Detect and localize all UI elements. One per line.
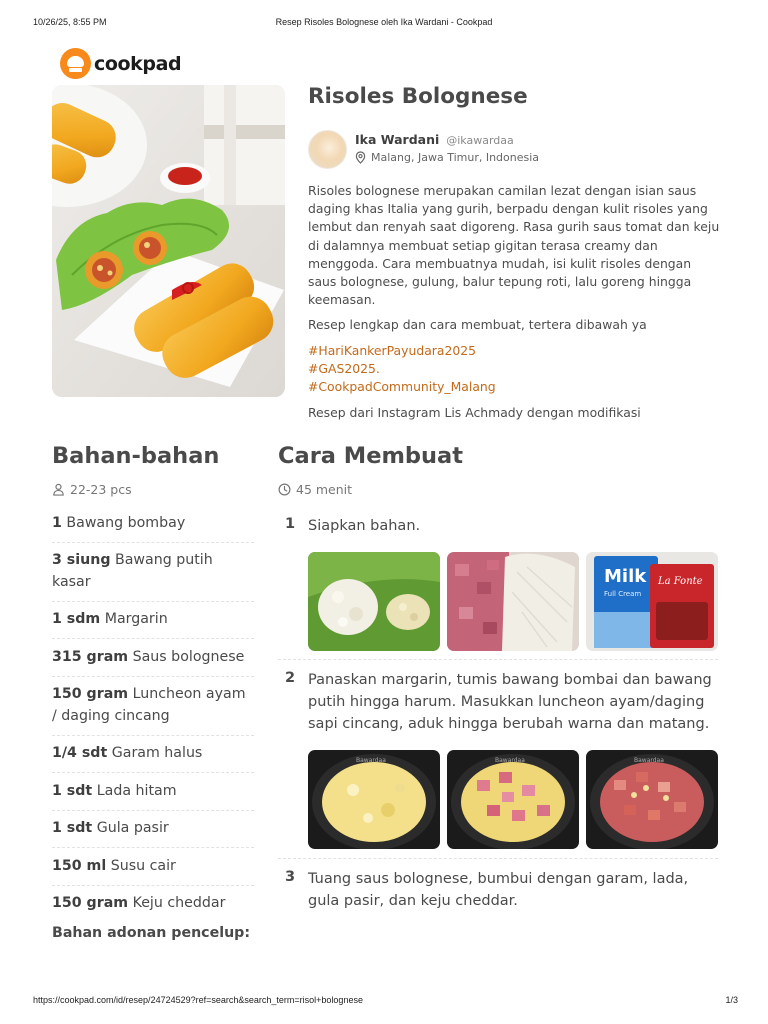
print-url: https://cookpad.com/id/resep/24724529?ref=search&search_term=risol+bolognese	[33, 995, 363, 1005]
map-pin-icon	[355, 151, 366, 164]
step-number: 1	[285, 516, 296, 532]
step-photo[interactable]	[586, 750, 718, 849]
step-photo[interactable]	[447, 750, 579, 849]
list-item	[52, 543, 254, 602]
ingredient-subheading: Bahan adonan pencelup:	[52, 925, 250, 941]
author-location	[355, 151, 539, 164]
ingredient-name: Saus bolognese	[132, 648, 245, 665]
ingredients-heading: Bahan-bahan	[52, 443, 220, 469]
milk-brand-label: Milk	[604, 566, 647, 587]
step-photo[interactable]	[586, 552, 718, 651]
milk-variant-label: Full Cream	[604, 590, 642, 598]
cooking-time-text: 45 menit	[296, 482, 353, 497]
photo-watermark: Bawardaa	[634, 757, 664, 764]
ingredient-name: Keju cheddar	[132, 895, 226, 911]
ingredient-name: Luncheon ayam / daging cincang	[52, 686, 246, 724]
step-photo[interactable]	[308, 750, 440, 849]
step-number: 2	[285, 670, 296, 686]
recipe-source: Resep dari Instagram Lis Achmady dengan modifikasi	[308, 404, 641, 420]
print-footer	[0, 995, 768, 1007]
list-item	[52, 736, 254, 774]
step-text: Tuang saus bolognese, bumbui dengan garam, lada, gula pasir, dan keju cheddar.	[308, 871, 689, 909]
servings-text: 22-23 pcs	[70, 482, 132, 497]
list-item	[52, 602, 254, 640]
step-text: Panaskan margarin, tumis bawang bombai dan bawang putih hingga harum. Masukkan luncheon ayam/daging sapi cincang, aduk hingga berubah warna dan matang.	[308, 672, 712, 732]
chef-hat-icon	[60, 48, 91, 79]
photo-watermark: Bawardaa	[356, 757, 386, 764]
list-item	[52, 677, 254, 736]
step-2	[278, 670, 718, 852]
step-photo[interactable]	[308, 552, 440, 651]
list-item	[52, 886, 254, 923]
recipe-description: Risoles bolognese merupakan camilan lezat dengan isian saus daging khas Italia yang gurih, berpadu dengan kulit risoles yang lembut dan renyah saat digoreng. Rasa gurih saus tomat dan keju di dalamnya membuat setiap gigitan terasa creamy dan menggoda. Cara membuatnya mudah, isi kulit risoles dengan saus bolognese, gulung, balur tepung roti, lalu goreng hingga keemasan.	[308, 183, 720, 308]
ingredient-qty: 1 sdt	[52, 820, 93, 836]
clock-icon	[278, 483, 291, 496]
ingredient-name: Bawang putih kasar	[52, 552, 213, 590]
hashtag-punctuation: .	[375, 360, 380, 376]
print-header	[0, 17, 768, 29]
servings	[52, 482, 132, 497]
avatar[interactable]	[308, 130, 347, 169]
ingredient-qty: 1 sdt	[52, 782, 93, 799]
photo-watermark: Bawardaa	[495, 757, 525, 764]
ingredient-qty: 315 gram	[52, 648, 129, 665]
person-icon	[52, 483, 65, 496]
step-photo-row	[308, 552, 718, 651]
recipe-hero-image	[52, 85, 285, 397]
ingredient-qty: 1 sdm	[52, 611, 101, 627]
ingredient-qty: 1/4 sdt	[52, 745, 108, 761]
sauce-brand-label: La Fonte	[658, 576, 703, 587]
recipe-note: Resep lengkap dan cara membuat, tertera dibawah ya	[308, 317, 647, 333]
hashtag-link[interactable]: #CookpadCommunity_Malang	[308, 379, 496, 395]
hashtag-line	[308, 360, 720, 378]
ingredient-name: Margarin	[104, 611, 168, 627]
author-handle[interactable]: @ikawardaa	[446, 134, 514, 147]
ingredient-qty: 1	[52, 514, 62, 531]
ingredient-qty: 150 gram	[52, 895, 129, 911]
author-name[interactable]: Ika Wardani	[355, 132, 440, 147]
steps-heading: Cara Membuat	[278, 443, 463, 469]
ingredient-qty: 3 siung	[52, 552, 111, 568]
print-datetime: 10/26/25, 8:55 PM	[33, 17, 107, 27]
print-page-number: 1/3	[725, 995, 738, 1005]
step-photo[interactable]	[447, 552, 579, 651]
author-location-text: Malang, Jawa Timur, Indonesia	[371, 151, 540, 164]
step-divider	[278, 858, 718, 859]
ingredient-name: Lada hitam	[96, 782, 177, 799]
ingredient-qty: 150 ml	[52, 857, 107, 874]
list-item	[52, 848, 254, 886]
step-number: 3	[285, 869, 296, 885]
recipe-story	[308, 182, 720, 429]
step-1	[278, 516, 718, 652]
ingredient-name: Garam halus	[111, 745, 203, 761]
ingredient-list	[52, 505, 254, 922]
list-item	[52, 811, 254, 849]
print-page-title: Resep Risoles Bolognese oleh Ika Wardani - Cookpad	[275, 17, 493, 27]
logo-wordmark: cookpad	[94, 52, 182, 75]
ingredient-qty: 150 gram	[52, 686, 129, 702]
recipe-title: Risoles Bolognese	[308, 84, 528, 109]
author-name-line[interactable]	[355, 132, 514, 147]
list-item	[52, 505, 254, 543]
list-item	[52, 773, 254, 811]
step-photo-row	[308, 750, 718, 849]
step-divider	[278, 659, 718, 660]
ingredient-name: Susu cair	[110, 857, 176, 874]
step-3	[278, 869, 718, 919]
step-text: Siapkan bahan.	[308, 518, 421, 534]
cookpad-logo[interactable]	[60, 48, 181, 79]
ingredient-name: Bawang bombay	[66, 514, 186, 531]
cooking-time	[278, 482, 352, 497]
hashtag-link[interactable]: #HariKankerPayudara2025	[308, 342, 477, 358]
list-item	[52, 639, 254, 677]
hashtag-list	[308, 342, 720, 397]
ingredient-name: Gula pasir	[96, 820, 169, 836]
hashtag-link[interactable]: #GAS2025	[308, 360, 376, 376]
